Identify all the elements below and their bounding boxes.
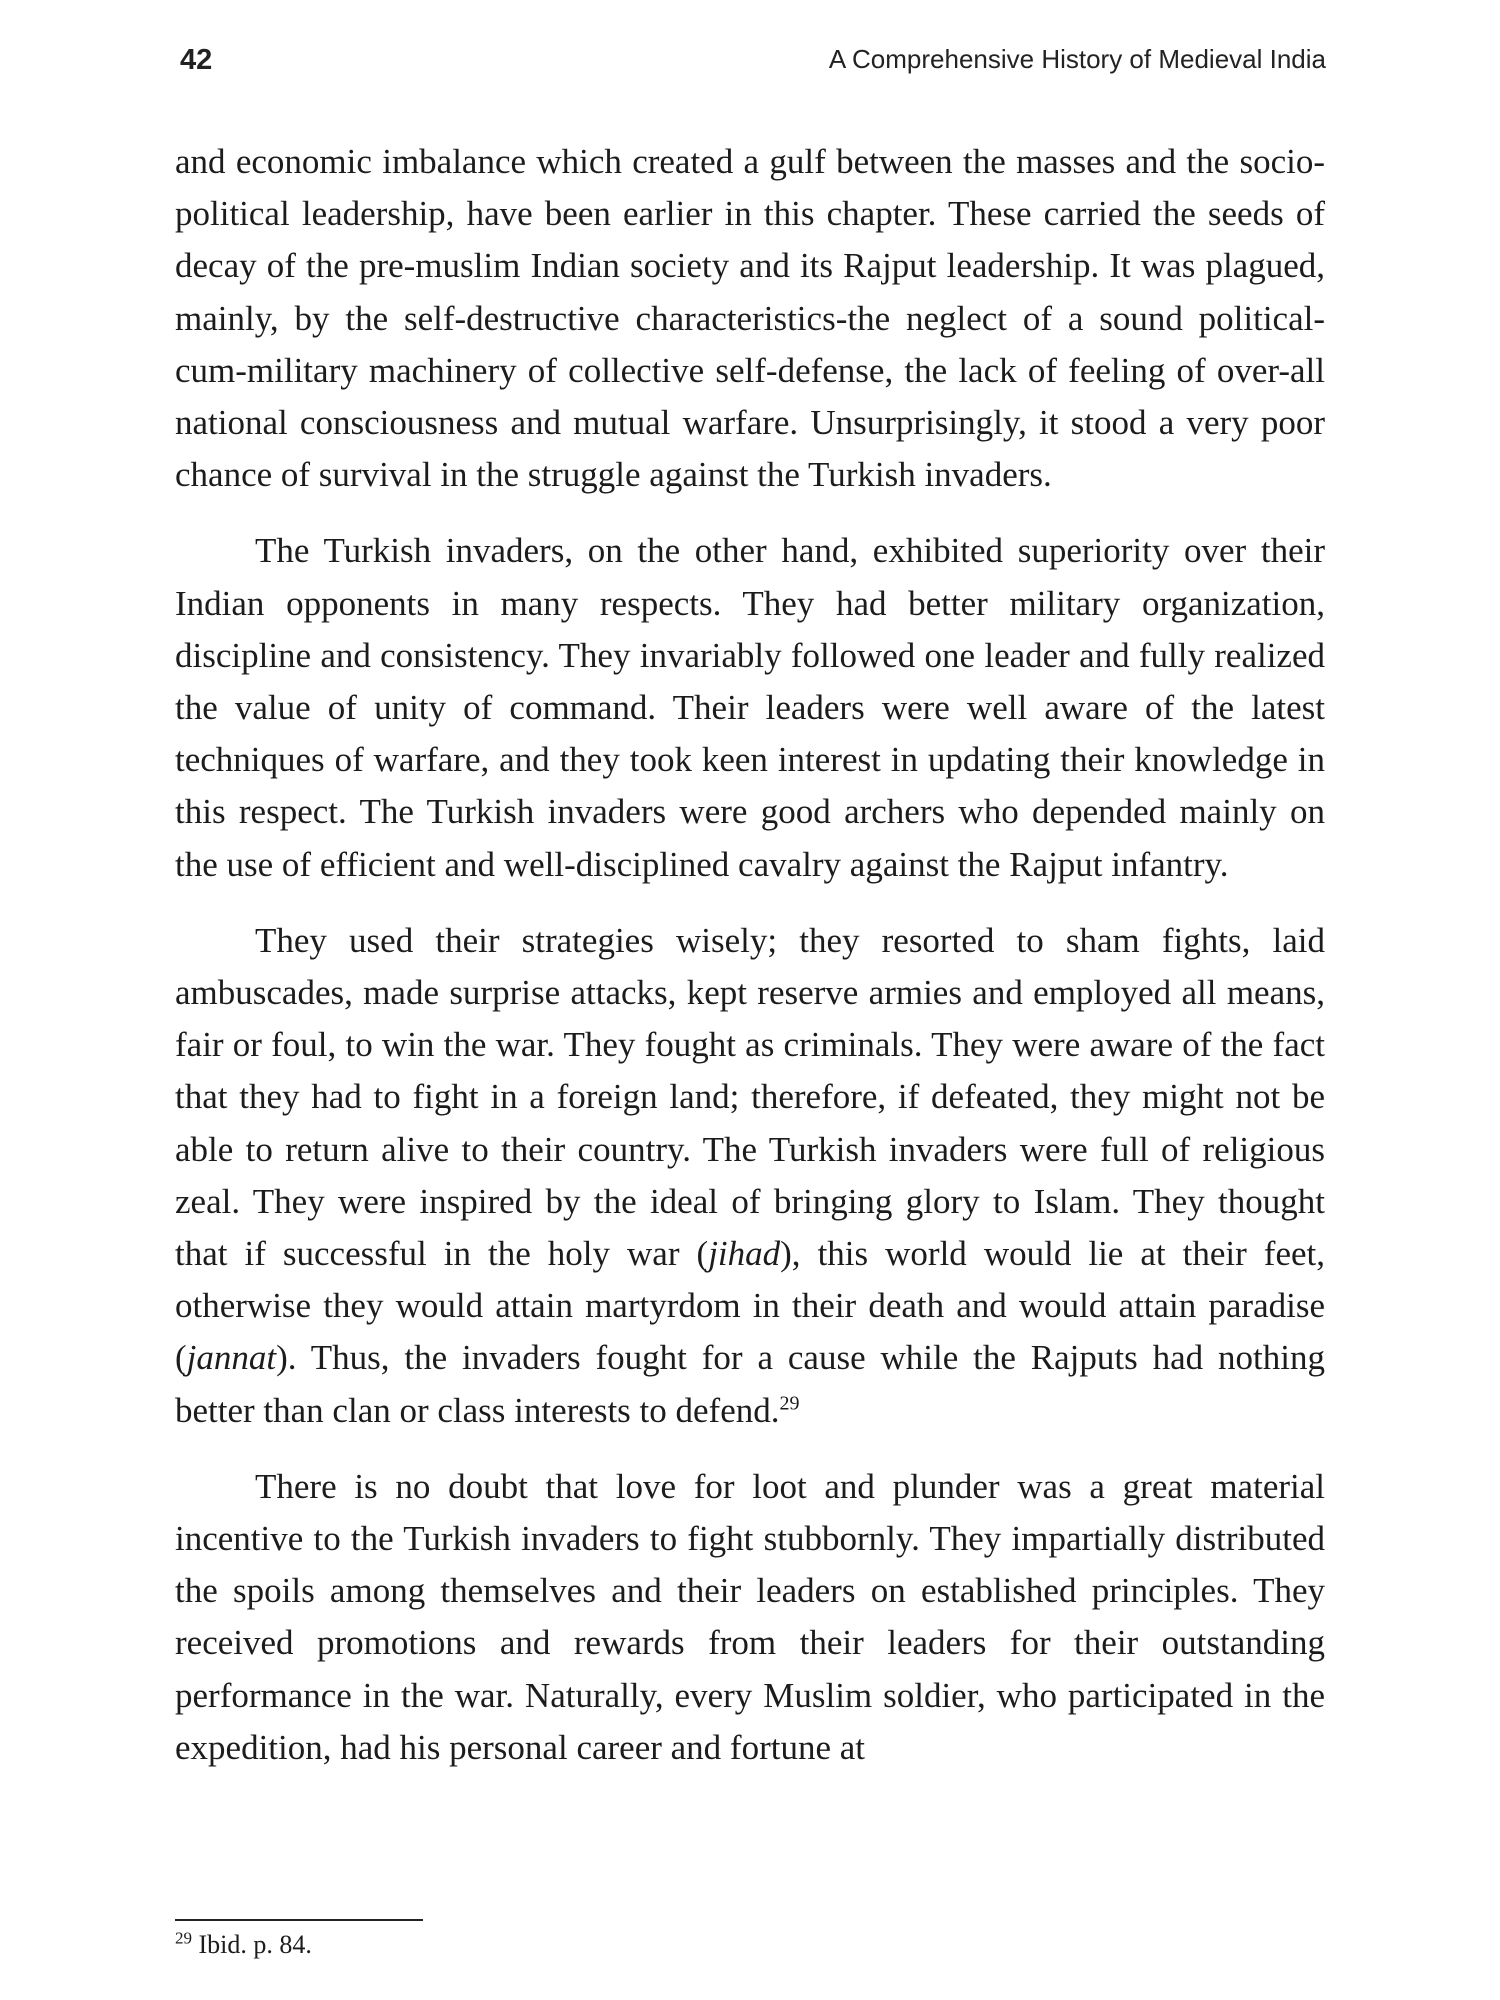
term-jihad: jihad — [708, 1234, 781, 1274]
term-jannat: jannat — [186, 1338, 277, 1378]
footnote — [175, 1930, 312, 1960]
page-number: 42 — [180, 44, 213, 76]
footnote-divider — [175, 1919, 423, 1921]
paragraph-2: The Turkish invaders, on the other hand, exhibited superiority over their Indian opponents in many respects. They had better military organization, discipline and consistency. They invariably followed one leader and fully realized the value of unity of command. Their leaders were well aware of the latest techniques of warfare, and they took keen interest in updating their knowledge in this respect. The Turkish invaders were good archers who depended mainly on the use of efficient and well-disciplined cavalry against the Rajput infantry. — [175, 531, 1325, 884]
paragraph-3-part-3: ). Thus, the invaders fought for a cause while the Rajputs had nothing better than clan or class interests to defend. — [175, 1338, 1325, 1430]
paragraph-3-part-2: ), this world would lie at their feet, otherwise they would attain martyrdom in their death and would attain paradise ( — [175, 1234, 1325, 1378]
footnote-reference: 29 — [779, 1392, 800, 1415]
footnote-text: Ibid. p. 84. — [198, 1930, 312, 1959]
footnote-number: 29 — [175, 1928, 192, 1948]
paragraph-4: There is no doubt that love for loot and plunder was a great material incentive to the Turkish invaders to fight stubbornly. They impartially distributed the spoils among themselves and their leaders on established principles. They received promotions and rewards from their leaders for their outstanding performance in the war. Naturally, every Muslim soldier, who participated in the expedition, had his personal career and fortune at — [175, 1466, 1325, 1767]
paragraph-3 — [175, 915, 1325, 1437]
running-title: A Comprehensive History of Medieval India — [828, 44, 1326, 74]
paragraph-3-part-1: They used their strategies wisely; they resorted to sham fights, laid ambuscades, made surprise attacks, kept reserve armies and employed all means, fair or foul, to win the war. They fought as criminals. They were aware of the fact that they had to fight in a foreign land; therefore, if defeated, they might not be able to return alive to their country. The Turkish invaders were full of religious zeal. They were inspired by the ideal of bringing glory to Islam. They thought that if successful in the holy war ( — [175, 920, 1325, 1274]
paragraph-1: and economic imbalance which created a gulf between the masses and the socio-political leadership, have been earlier in this chapter. These carried the seeds of decay of the pre-muslim Indian society and its Rajput leadership. It was plagued, mainly, by the self-destructive characteristics-the neglect of a sound political-cum-military machinery of collective self-defense, the lack of feeling of over-all national consciousness and mutual warfare. Unsurprisingly, it stood a very poor chance of survival in the struggle against the Turkish invaders. — [175, 142, 1325, 495]
body-text — [175, 136, 1325, 1798]
page-header — [180, 44, 1326, 84]
